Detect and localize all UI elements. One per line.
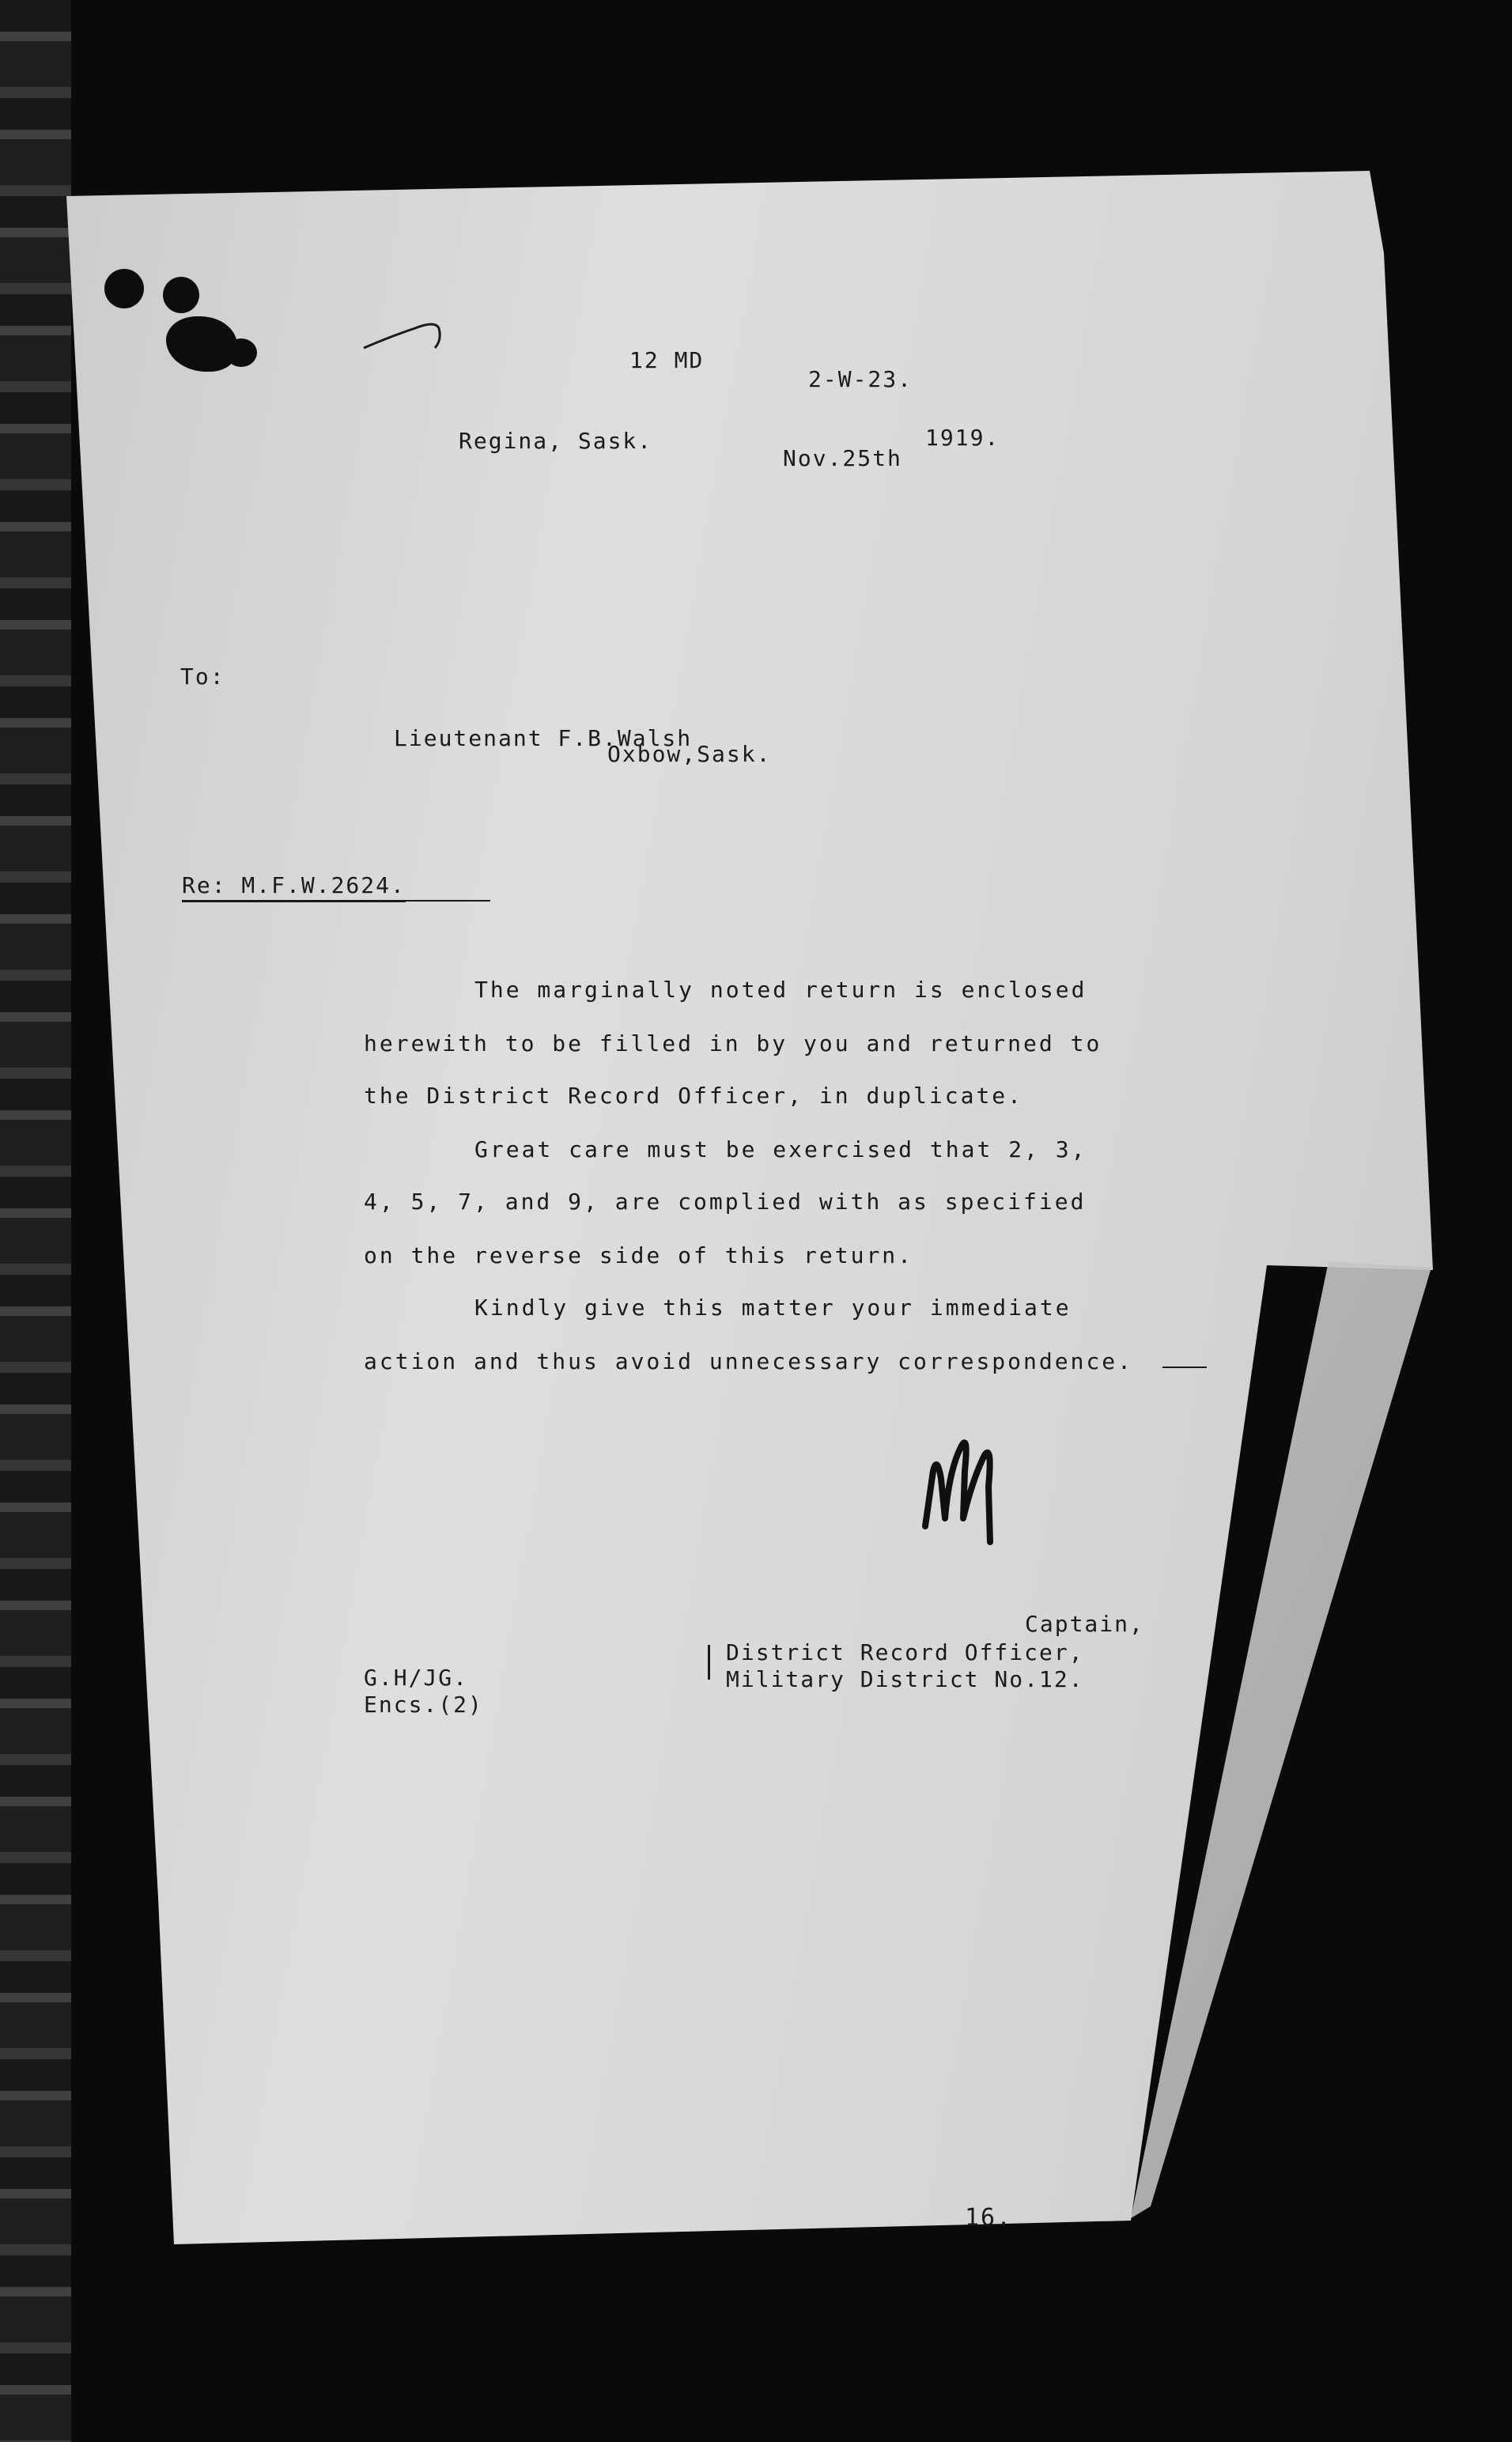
recipient-name: Lieutenant F.B.Walsh	[394, 725, 693, 751]
body-line: herewith to be filled in by you and returned to	[364, 1030, 1102, 1057]
body-line: the District Record Officer, in duplicate.	[364, 1083, 1024, 1109]
re-line-rule	[395, 900, 490, 902]
letter-date: Nov.25th	[783, 445, 902, 471]
body-line: Kindly give this matter your immediate	[474, 1295, 1072, 1321]
letter-year: 1919.	[925, 425, 1000, 451]
signature-title: Captain,	[1025, 1611, 1144, 1637]
re-line: Re: M.F.W.2624.	[182, 875, 406, 902]
page-mark: 16.	[965, 2204, 1013, 2232]
to-label: To:	[180, 663, 225, 690]
signature-office: District Record Officer,	[726, 1639, 1084, 1665]
ink-stain	[163, 277, 199, 313]
ink-stain	[104, 269, 144, 308]
handwritten-signature	[902, 1423, 1012, 1558]
check-mark-icon	[360, 312, 455, 360]
body-line: on the reverse side of this return.	[364, 1242, 914, 1268]
file-code: 12 MD	[629, 347, 705, 373]
signature-bracket	[708, 1645, 710, 1680]
body-line: 4, 5, 7, and 9, are complied with as specified	[364, 1189, 1087, 1215]
closing-rule	[1162, 1367, 1207, 1368]
body-line: The marginally noted return is enclosed	[474, 977, 1087, 1003]
typist-initials: G.H/JG.	[364, 1665, 469, 1691]
letter-place: Regina, Sask.	[459, 428, 653, 454]
recipient-place: Oxbow,Sask.	[607, 741, 772, 767]
enclosures-note: Encs.(2)	[364, 1692, 483, 1718]
microfilm-edge	[0, 0, 71, 2442]
signature-district: Military District No.12.	[726, 1666, 1084, 1692]
body-line: action and thus avoid unnecessary correspondence.	[364, 1348, 1134, 1374]
body-line: Great care must be exercised that 2, 3,	[474, 1136, 1087, 1162]
reference-code: 2-W-23.	[808, 366, 913, 392]
ink-stain	[225, 338, 257, 367]
